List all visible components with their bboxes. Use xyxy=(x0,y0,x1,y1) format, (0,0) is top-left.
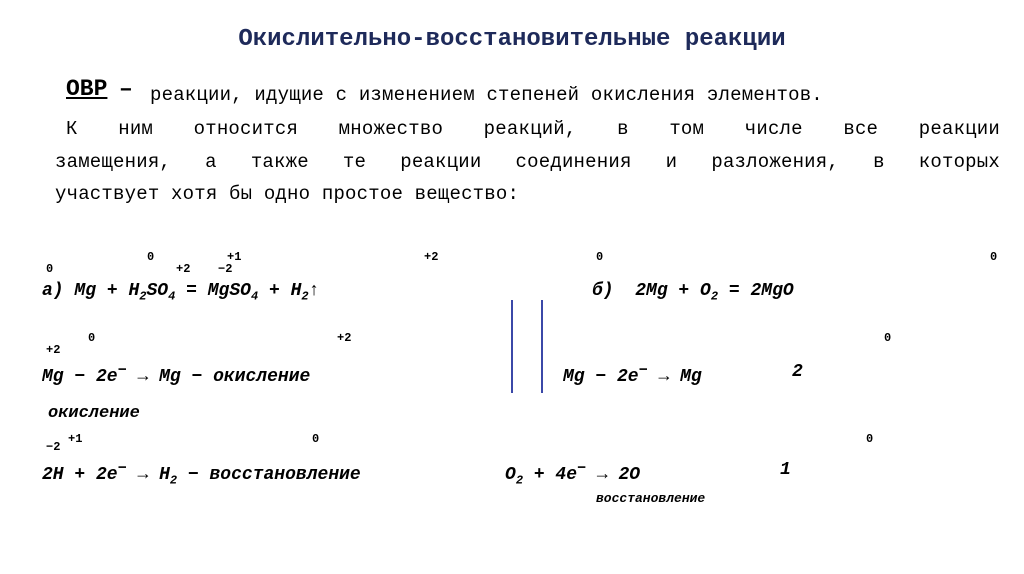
ovr-dash: – xyxy=(119,76,133,102)
half-b1-coefficient: 2 xyxy=(792,362,803,382)
half-b1-text: Mg − 2e xyxy=(563,367,639,387)
ox-state-mg-product: +2 xyxy=(424,250,439,264)
divider-line-right xyxy=(541,300,543,393)
reaction-b-label: б) xyxy=(592,281,614,301)
ox-state-half-a1-left: 0 xyxy=(88,331,96,345)
half-a1-product: Mg − окисление xyxy=(159,367,311,387)
ox-state-half-a1-mg: +2 xyxy=(46,343,61,357)
reaction-b-equation xyxy=(592,281,794,304)
ox-state-half-a2-right: 0 xyxy=(312,432,320,446)
divider-line-left xyxy=(511,300,513,393)
half-a2-product-sub: 2 xyxy=(169,473,178,488)
reaction-a-h2-sub: 2 xyxy=(301,289,309,304)
half-b2-text: + 4e xyxy=(523,465,578,485)
right-arrow-icon: → xyxy=(137,465,149,485)
half-b2-o: O xyxy=(505,465,516,485)
half-b2-product: 2O xyxy=(618,465,641,485)
ox-state-half-a2-h: +1 xyxy=(68,432,83,446)
ovr-term: ОВР xyxy=(66,76,108,102)
reaction-a-plus: + xyxy=(106,281,118,301)
ox-state-s: +2 xyxy=(176,262,191,276)
paragraph-line-2: замещения, а также те реакции соединения и разложения, в которых xyxy=(55,151,1000,173)
half-b1-product: Mg xyxy=(680,367,702,387)
ox-state-half-b1-right: 0 xyxy=(884,331,892,345)
half-b1-minus: − xyxy=(638,362,648,379)
half-a1-minus: − xyxy=(117,362,127,379)
half-a2-product: H xyxy=(159,465,170,485)
gas-arrow-icon: ↑ xyxy=(308,281,320,301)
reduction-label: восстановление xyxy=(596,491,706,506)
reaction-b-o-sub: 2 xyxy=(710,289,719,304)
right-arrow-icon: → xyxy=(596,465,608,485)
half-b2-o-sub: 2 xyxy=(515,473,524,488)
ox-state-b-right: 0 xyxy=(990,250,998,264)
half-reaction-a2 xyxy=(42,460,361,488)
right-arrow-icon: → xyxy=(137,367,149,387)
half-reaction-a1 xyxy=(42,362,310,387)
ox-state-half-a1-right: +2 xyxy=(337,331,352,345)
reaction-a-plus-2: + xyxy=(268,281,280,301)
half-a2-tail: − восстановление xyxy=(177,465,361,485)
ox-state-h2-product: 0 xyxy=(596,250,604,264)
reaction-a-mg: Mg xyxy=(74,281,97,301)
reaction-a-equals: = xyxy=(186,281,197,301)
right-arrow-icon: → xyxy=(658,367,670,387)
ox-state-o: −2 xyxy=(218,262,233,276)
reaction-a-so-sub: 4 xyxy=(168,289,176,304)
half-a2-text: 2H + 2e xyxy=(42,465,118,485)
reaction-a-so: SO xyxy=(146,281,169,301)
reaction-a-label: а) xyxy=(42,281,64,301)
ox-state-a-left: 0 xyxy=(46,262,54,276)
reaction-a-h2: H xyxy=(290,281,302,301)
reaction-a-mgso: MgSO xyxy=(207,281,251,301)
half-reaction-b2 xyxy=(505,460,640,488)
paragraph-line-3: участвует хотя бы одно простое вещество: xyxy=(55,183,520,205)
half-b2-coefficient: 1 xyxy=(780,460,791,480)
oxidation-label: окисление xyxy=(48,404,140,423)
reaction-b-left: 2Mg + O xyxy=(635,281,711,301)
ox-state-h: +1 xyxy=(227,250,242,264)
ovr-definition: реакции, идущие с изменением степеней окисления элементов. xyxy=(150,84,823,106)
reaction-a-h: H xyxy=(128,281,140,301)
reaction-a-h-sub: 2 xyxy=(139,289,147,304)
reaction-b-right: = 2MgO xyxy=(728,281,794,301)
reaction-a-mgso-sub: 4 xyxy=(250,289,259,304)
reaction-a-equation xyxy=(42,281,319,304)
slide-title: Окислительно-восстановительные реакции xyxy=(238,26,786,53)
ox-state-half-a2-left: −2 xyxy=(46,440,61,454)
ox-state-mg-a: 0 xyxy=(147,250,155,264)
ox-state-half-b2-right: 0 xyxy=(866,432,874,446)
paragraph-line-1: К ним относится множество реакций, в том числе все реакции xyxy=(66,118,1000,140)
half-a2-minus: − xyxy=(117,460,127,477)
half-reaction-b1 xyxy=(563,362,702,387)
half-b2-minus: − xyxy=(577,460,587,477)
half-a1-text: Mg − 2e xyxy=(42,367,118,387)
